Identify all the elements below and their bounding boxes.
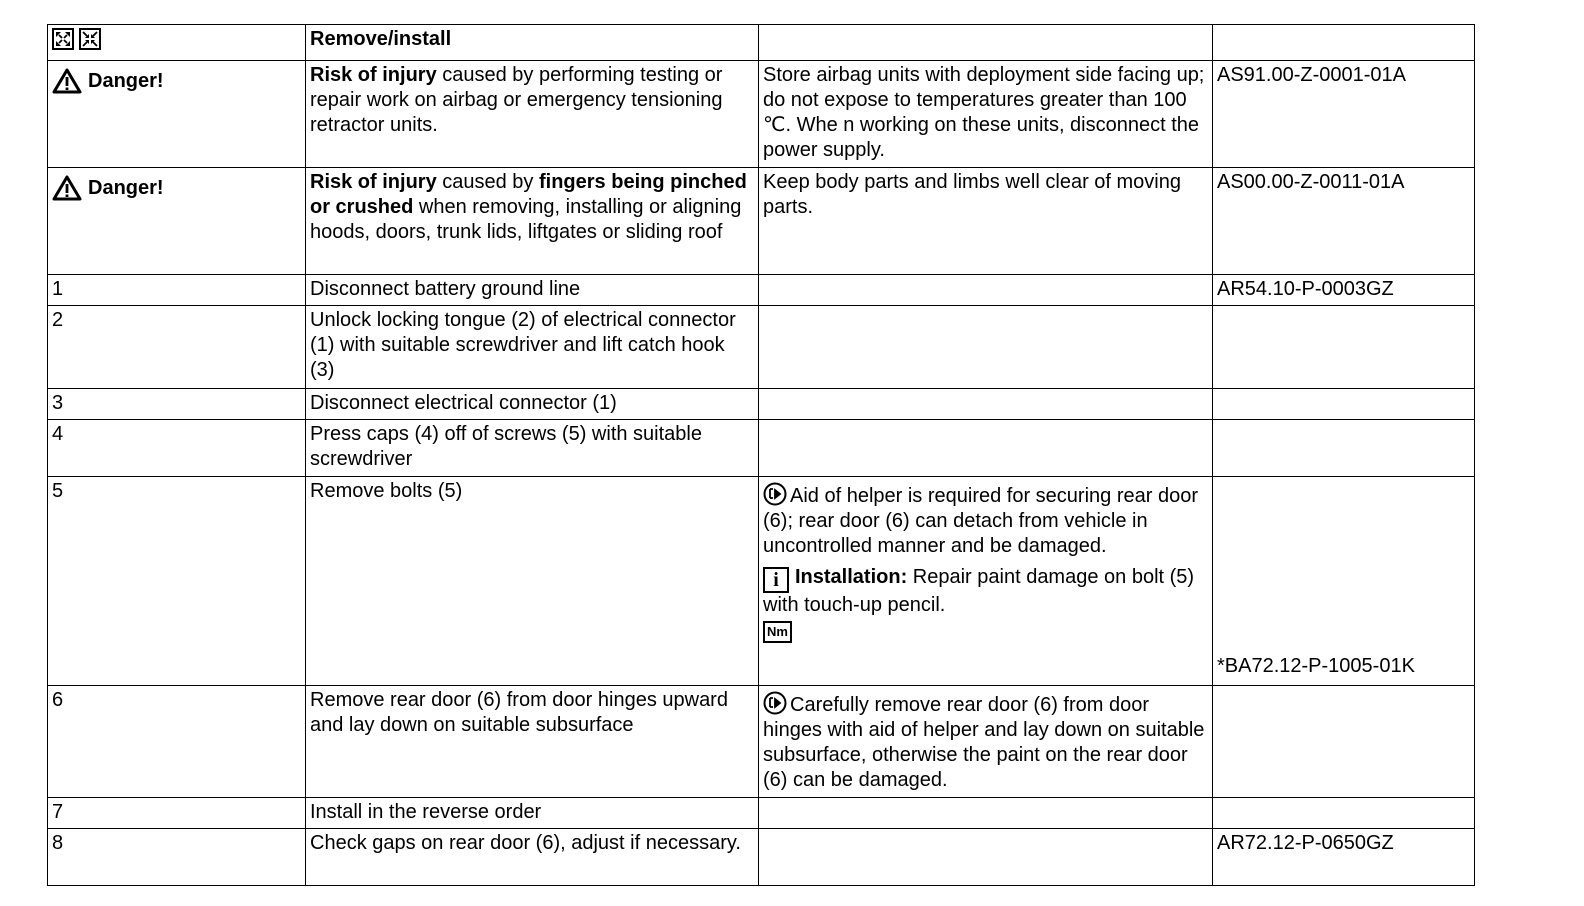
danger-label-cell (48, 168, 306, 275)
step-number: 4 (48, 420, 306, 477)
step-number: 8 (48, 829, 306, 886)
step-row (48, 798, 1475, 829)
step-row (48, 829, 1475, 886)
step-ref-cell (1213, 389, 1475, 420)
step-row (48, 686, 1475, 798)
step-number: 1 (48, 275, 306, 306)
risk-bold-text: Risk of injury (310, 64, 437, 86)
page-title: Remove/install (310, 28, 452, 50)
risk-text: caused by (436, 171, 539, 193)
step-row (48, 389, 1475, 420)
danger-ref-link[interactable]: AS00.00-Z-0011-01A (1213, 168, 1475, 275)
step-note-cell (759, 686, 1213, 798)
step-row (48, 306, 1475, 389)
danger-ref-link[interactable]: AS91.00-Z-0001-01A (1213, 61, 1475, 168)
step-number: 6 (48, 686, 306, 798)
danger-risk-cell (306, 168, 759, 275)
danger-label-cell (48, 61, 306, 168)
procedure-table (47, 24, 1475, 886)
step-note-cell (759, 275, 1213, 306)
step-note-cell (759, 389, 1213, 420)
step-text: Install in the reverse order (306, 798, 759, 829)
step-ref-cell (1213, 686, 1475, 798)
header-empty-cell (759, 25, 1213, 61)
warning-triangle-icon (52, 68, 82, 94)
step-row (48, 275, 1475, 306)
expand-icon[interactable] (52, 28, 74, 50)
step-text: Remove bolts (5) (306, 477, 759, 686)
step-ref-cell (1213, 420, 1475, 477)
warning-triangle-icon (52, 175, 82, 201)
collapse-icon[interactable] (79, 28, 101, 50)
installation-note (763, 565, 1208, 618)
step-number: 7 (48, 798, 306, 829)
step-note-cell (759, 798, 1213, 829)
step-note-cell (759, 420, 1213, 477)
danger-measure-cell: Store airbag units with deployment side facing up; do not expose to temperatures greater than 100 ℃. Whe n working on these units, disconnect the power supply. (759, 61, 1213, 168)
risk-text: when removing, installing or aligning hoods, doors, trunk lids, liftgates or sliding roof (310, 196, 742, 243)
caution-text: Aid of helper is required for securing rear door (6); rear door (6) can detach from vehicle in uncontrolled manner and be damaged. (763, 485, 1198, 557)
caution-text: Carefully remove rear door (6) from door hinges with aid of helper and lay down on suitable subsurface, otherwise the paint on the rear door (6) can be damaged. (763, 694, 1205, 791)
danger-label: Danger! (88, 176, 164, 199)
info-icon: i (763, 567, 789, 593)
danger-measure-cell: Keep body parts and limbs well clear of moving parts. (759, 168, 1213, 275)
step-note-cell (759, 477, 1213, 686)
step-text: Disconnect electrical connector (1) (306, 389, 759, 420)
step-ref-link[interactable]: AR72.12-P-0650GZ (1213, 829, 1475, 886)
caution-note (763, 482, 1208, 559)
danger-row (48, 61, 1475, 168)
installation-label: Installation: (795, 566, 908, 588)
torque-nm-icon[interactable]: Nm (763, 621, 792, 643)
step-note-cell (759, 306, 1213, 389)
risk-bold-text: fingers being pinched or crushed (310, 171, 747, 218)
step-text: Unlock locking tongue (2) of electrical connector (1) with suitable screwdriver and lift catch hook (3) (306, 306, 759, 389)
header-row (48, 25, 1475, 61)
step-row (48, 477, 1475, 686)
installation-text: Repair paint damage on bolt (5) with touch-up pencil. (763, 566, 1195, 616)
step-ref-cell (1213, 477, 1475, 686)
risk-text: caused by performing testing or repair work on airbag or emergency tensioning retractor units. (310, 64, 723, 136)
header-title (306, 25, 759, 61)
step-ref-link[interactable]: AR54.10-P-0003GZ (1213, 275, 1475, 306)
step-row (48, 420, 1475, 477)
step-number: 2 (48, 306, 306, 389)
step-note-cell (759, 829, 1213, 886)
danger-row (48, 168, 1475, 275)
step-number: 5 (48, 477, 306, 686)
risk-bold-text: Risk of injury (310, 171, 437, 193)
header-icons-cell (48, 25, 306, 61)
header-empty-cell (1213, 25, 1475, 61)
step-ref-cell (1213, 798, 1475, 829)
step-text: Press caps (4) off of screws (5) with suitable screwdriver (306, 420, 759, 477)
step-text: Check gaps on rear door (6), adjust if necessary. (306, 829, 759, 886)
step-ref-cell (1213, 306, 1475, 389)
caution-hand-icon (763, 691, 787, 715)
step-number: 3 (48, 389, 306, 420)
step-ref-link[interactable]: *BA72.12-P-1005-01K (1217, 655, 1415, 677)
step-text: Remove rear door (6) from door hinges upward and lay down on suitable subsurface (306, 686, 759, 798)
step-text: Disconnect battery ground line (306, 275, 759, 306)
caution-hand-icon (763, 482, 787, 506)
danger-risk-cell (306, 61, 759, 168)
danger-label: Danger! (88, 69, 164, 92)
caution-note (763, 691, 1208, 793)
